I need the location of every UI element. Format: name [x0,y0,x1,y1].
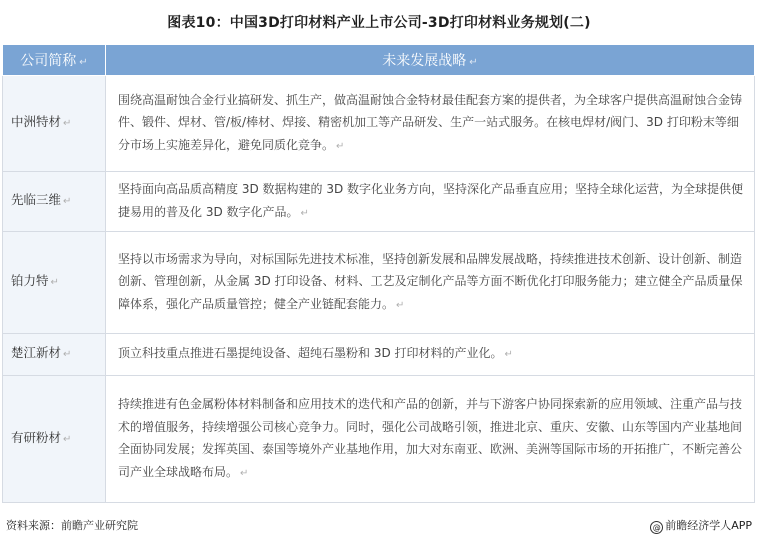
source-note: 资料来源：前瞻产业研究院 [6,519,138,532]
brand-label: 前瞻经济学人APP [665,519,752,532]
header-company: 公司简称 ↵ [3,45,106,76]
strategy-table [2,44,755,503]
strategy-text: 持续推进有色金属粉体材料制备和应用技术的迭代和产品的创新，并与下游客户协同探索新的应用领域、注重产品与技术的增值服务，持续增强公司核心竞争力。同时，强化公司战略引领，推进北京、重庆、安徽、山东等国内产业基地间全面协同发展；发挥英国、泰国等境外产业基地作用，加大对东南亚、欧洲、美洲等国际市场的开拓推广，不断完善公司产业全球战略布局。 ↵ [106,376,755,503]
company-name: 有研粉材 ↵ [3,376,106,503]
strategy-text: 坚持面向高品质高精度 3D 数据构建的 3D 数字化业务方向，坚持深化产品垂直应用；坚持全球化运营，为全球提供便捷易用的普及化 3D 数字化产品。 ↵ [106,172,755,232]
strategy-text: 坚持以市场需求为导向，对标国际先进技术标准，坚持创新发展和品牌发展战略，持续推进技术创新、设计创新、制造创新、管理创新，从金属 3D 打印设备、材料、工艺及定制化产品等方面不断优化打印服务能力；建立健全产品质量保障体系，强化产品质量管控；健全产业链配套能力。 ↵ [106,232,755,334]
company-name: 先临三维 ↵ [3,172,106,232]
table-row [3,376,755,503]
table-header-row [3,45,755,76]
page-title: 图表10：中国3D打印材料产业上市公司-3D打印材料业务规划(二) [167,15,591,31]
table-row [3,172,755,232]
company-name: 中洲特材 ↵ [3,76,106,172]
table-row [3,76,755,172]
strategy-text: 围绕高温耐蚀合金行业搞研发、抓生产，做高温耐蚀合金特材最佳配套方案的提供者，为全球客户提供高温耐蚀合金铸件、锻件、焊材、管/板/棒材、焊接、精密机加工等产品研发、生产一站式服务。在核电焊材/阀门、3D 打印粉末等细分市场上实施差异化，避免同质化竞争。 ↵ [106,76,755,172]
company-name: 楚江新材 ↵ [3,334,106,376]
header-strategy: 未来发展战略 ↵ [106,45,755,76]
table-row [3,232,755,334]
brand-credit [650,517,752,534]
strategy-text: 顶立科技重点推进石墨提纯设备、超纯石墨粉和 3D 打印材料的产业化。 ↵ [106,334,755,376]
table-row [3,334,755,376]
company-name: 铂力特 ↵ [3,232,106,334]
copyright-icon: @ [650,521,663,534]
